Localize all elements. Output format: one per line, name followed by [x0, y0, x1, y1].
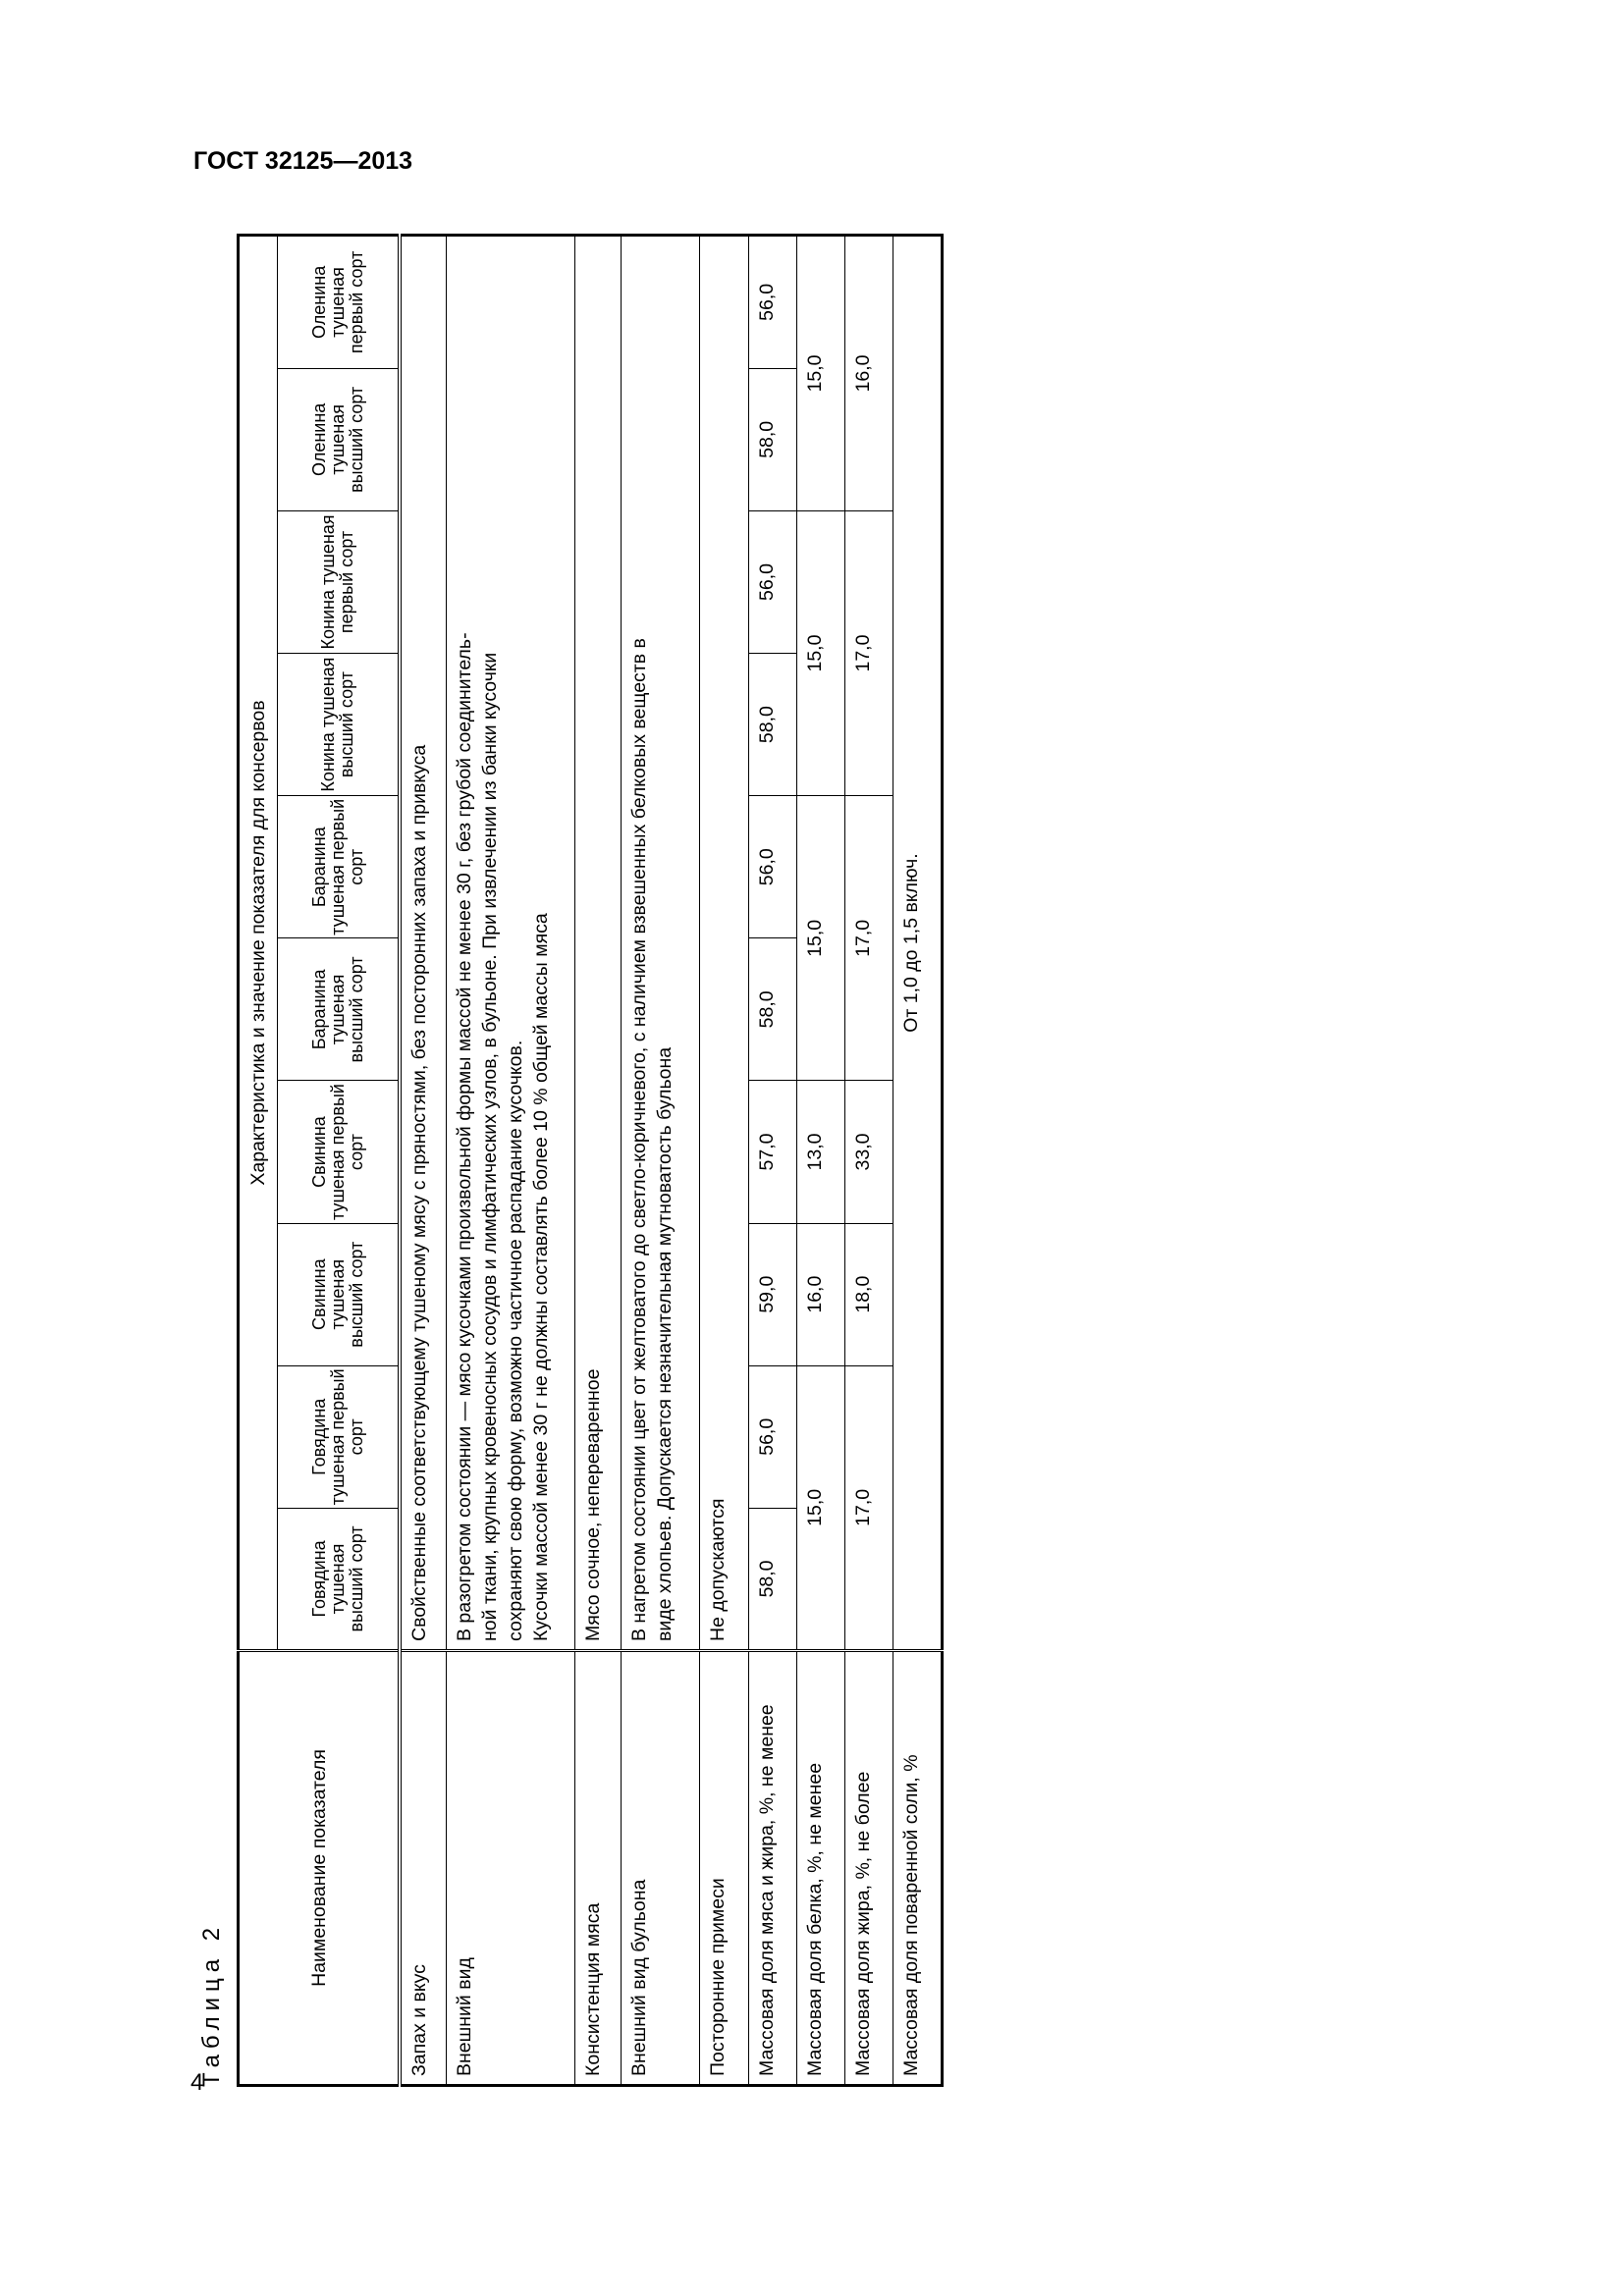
text-line: виде хлопьев. Допускается незначительная мутноватость бульона — [653, 1046, 676, 1642]
column-header-product: Конина тушеная высший сорт — [278, 654, 401, 796]
column-header-product: Оленина тушеная первый сорт — [278, 236, 401, 369]
value-cell: 58,0 — [748, 654, 796, 796]
value-cell: 58,0 — [748, 1508, 796, 1650]
value-cell: 56,0 — [748, 510, 796, 653]
column-header-product: Конина тушеная первый сорт — [278, 510, 401, 653]
value-cell: 18,0 — [844, 1223, 893, 1365]
text-line: В нагретом состоянии цвет от желтоватого до светло-коричневого, с наличием взвешенных белковых веществ в — [627, 638, 650, 1642]
value-cell: 56,0 — [748, 1365, 796, 1508]
table-row-salt — [893, 236, 942, 2086]
value-cell: 17,0 — [844, 1365, 893, 1650]
header-row-group — [239, 236, 278, 2086]
value-cell: 58,0 — [748, 938, 796, 1081]
row-value: Не допускаются — [699, 236, 748, 1651]
table-row-impurities — [699, 236, 748, 2086]
value-cell: 57,0 — [748, 1081, 796, 1223]
document-code-header: ГОСТ 32125—2013 — [193, 147, 413, 175]
text-line: В разогретом состоянии — мясо кусочками произвольной формы массой не менее 30 г, без грубой соединитель- — [453, 632, 475, 1642]
column-header-product: Оленина тушеная высший сорт — [278, 368, 401, 510]
row-value: Мясо сочное, непереваренное — [574, 236, 621, 1651]
row-name: Массовая доля мяса и жира, %, не менее — [748, 1651, 796, 2086]
value-cell: 16,0 — [844, 236, 893, 511]
column-header-product: Свинина тушеная первый сорт — [278, 1081, 401, 1223]
value-cell: 15,0 — [796, 796, 844, 1081]
text-line: Кусочки массой менее 30 г не должны составлять более 10 % общей массы мяса — [529, 913, 552, 1642]
value-cell: 15,0 — [796, 510, 844, 795]
table-row-meat-fat — [748, 236, 796, 2086]
row-name: Массовая доля поваренной соли, % — [893, 1651, 942, 2086]
row-name: Консистенция мяса — [574, 1651, 621, 2086]
value-cell: 56,0 — [748, 796, 796, 938]
value-cell: 17,0 — [844, 510, 893, 795]
row-name: Посторонние примеси — [699, 1651, 748, 2086]
text-line: сохраняют свою форму, возможно частичное распадание кусочков. — [504, 1040, 526, 1642]
value-cell: 33,0 — [844, 1081, 893, 1223]
row-value: От 1,0 до 1,5 включ. — [893, 236, 942, 1651]
column-header-group: Характеристика и значение показателя для консервов — [239, 236, 278, 1651]
value-cell: 58,0 — [748, 368, 796, 510]
row-value: Свойственные соответствующему тушеному мясу с пряностями, без посторонних запаха и привкуса — [400, 236, 446, 1651]
row-value — [446, 236, 574, 1651]
table-caption: Таблица 2 — [198, 1921, 225, 2087]
table-row-smell — [400, 236, 446, 2086]
rotated-table-block — [189, 234, 975, 2087]
page-number: 4 — [190, 2069, 204, 2096]
table-row-protein — [796, 236, 844, 2086]
row-name: Внешний вид — [446, 1651, 574, 2086]
table-row-broth — [621, 236, 699, 2086]
column-header-product: Баранина тушеная первый сорт — [278, 796, 401, 938]
row-name: Запах и вкус — [400, 1651, 446, 2086]
table-row-consistency — [574, 236, 621, 2086]
row-name: Внешний вид бульона — [621, 1651, 699, 2086]
row-value — [621, 236, 699, 1651]
value-cell: 15,0 — [796, 236, 844, 511]
value-cell: 56,0 — [748, 236, 796, 369]
row-name: Массовая доля белка, %, не менее — [796, 1651, 844, 2086]
column-header-product: Говядина тушеная высший сорт — [278, 1508, 401, 1650]
column-header-product: Баранина тушеная высший сорт — [278, 938, 401, 1081]
row-name: Массовая доля жира, %, не более — [844, 1651, 893, 2086]
value-cell: 16,0 — [796, 1223, 844, 1365]
value-cell: 59,0 — [748, 1223, 796, 1365]
value-cell: 15,0 — [796, 1365, 844, 1650]
value-cell: 13,0 — [796, 1081, 844, 1223]
column-header-product: Говядина тушеная первый сорт — [278, 1365, 401, 1508]
table-row-appearance — [446, 236, 574, 2086]
column-header-product: Свинина тушеная высший сорт — [278, 1223, 401, 1365]
column-header-name: Наименование показателя — [239, 1651, 401, 2086]
text-line: ной ткани, крупных кровеносных сосудов и лимфатических узлов, в бульоне. При извлечении из банки кусочки — [478, 652, 501, 1642]
value-cell: 17,0 — [844, 796, 893, 1081]
requirements-table — [237, 234, 944, 2087]
table-row-fat — [844, 236, 893, 2086]
